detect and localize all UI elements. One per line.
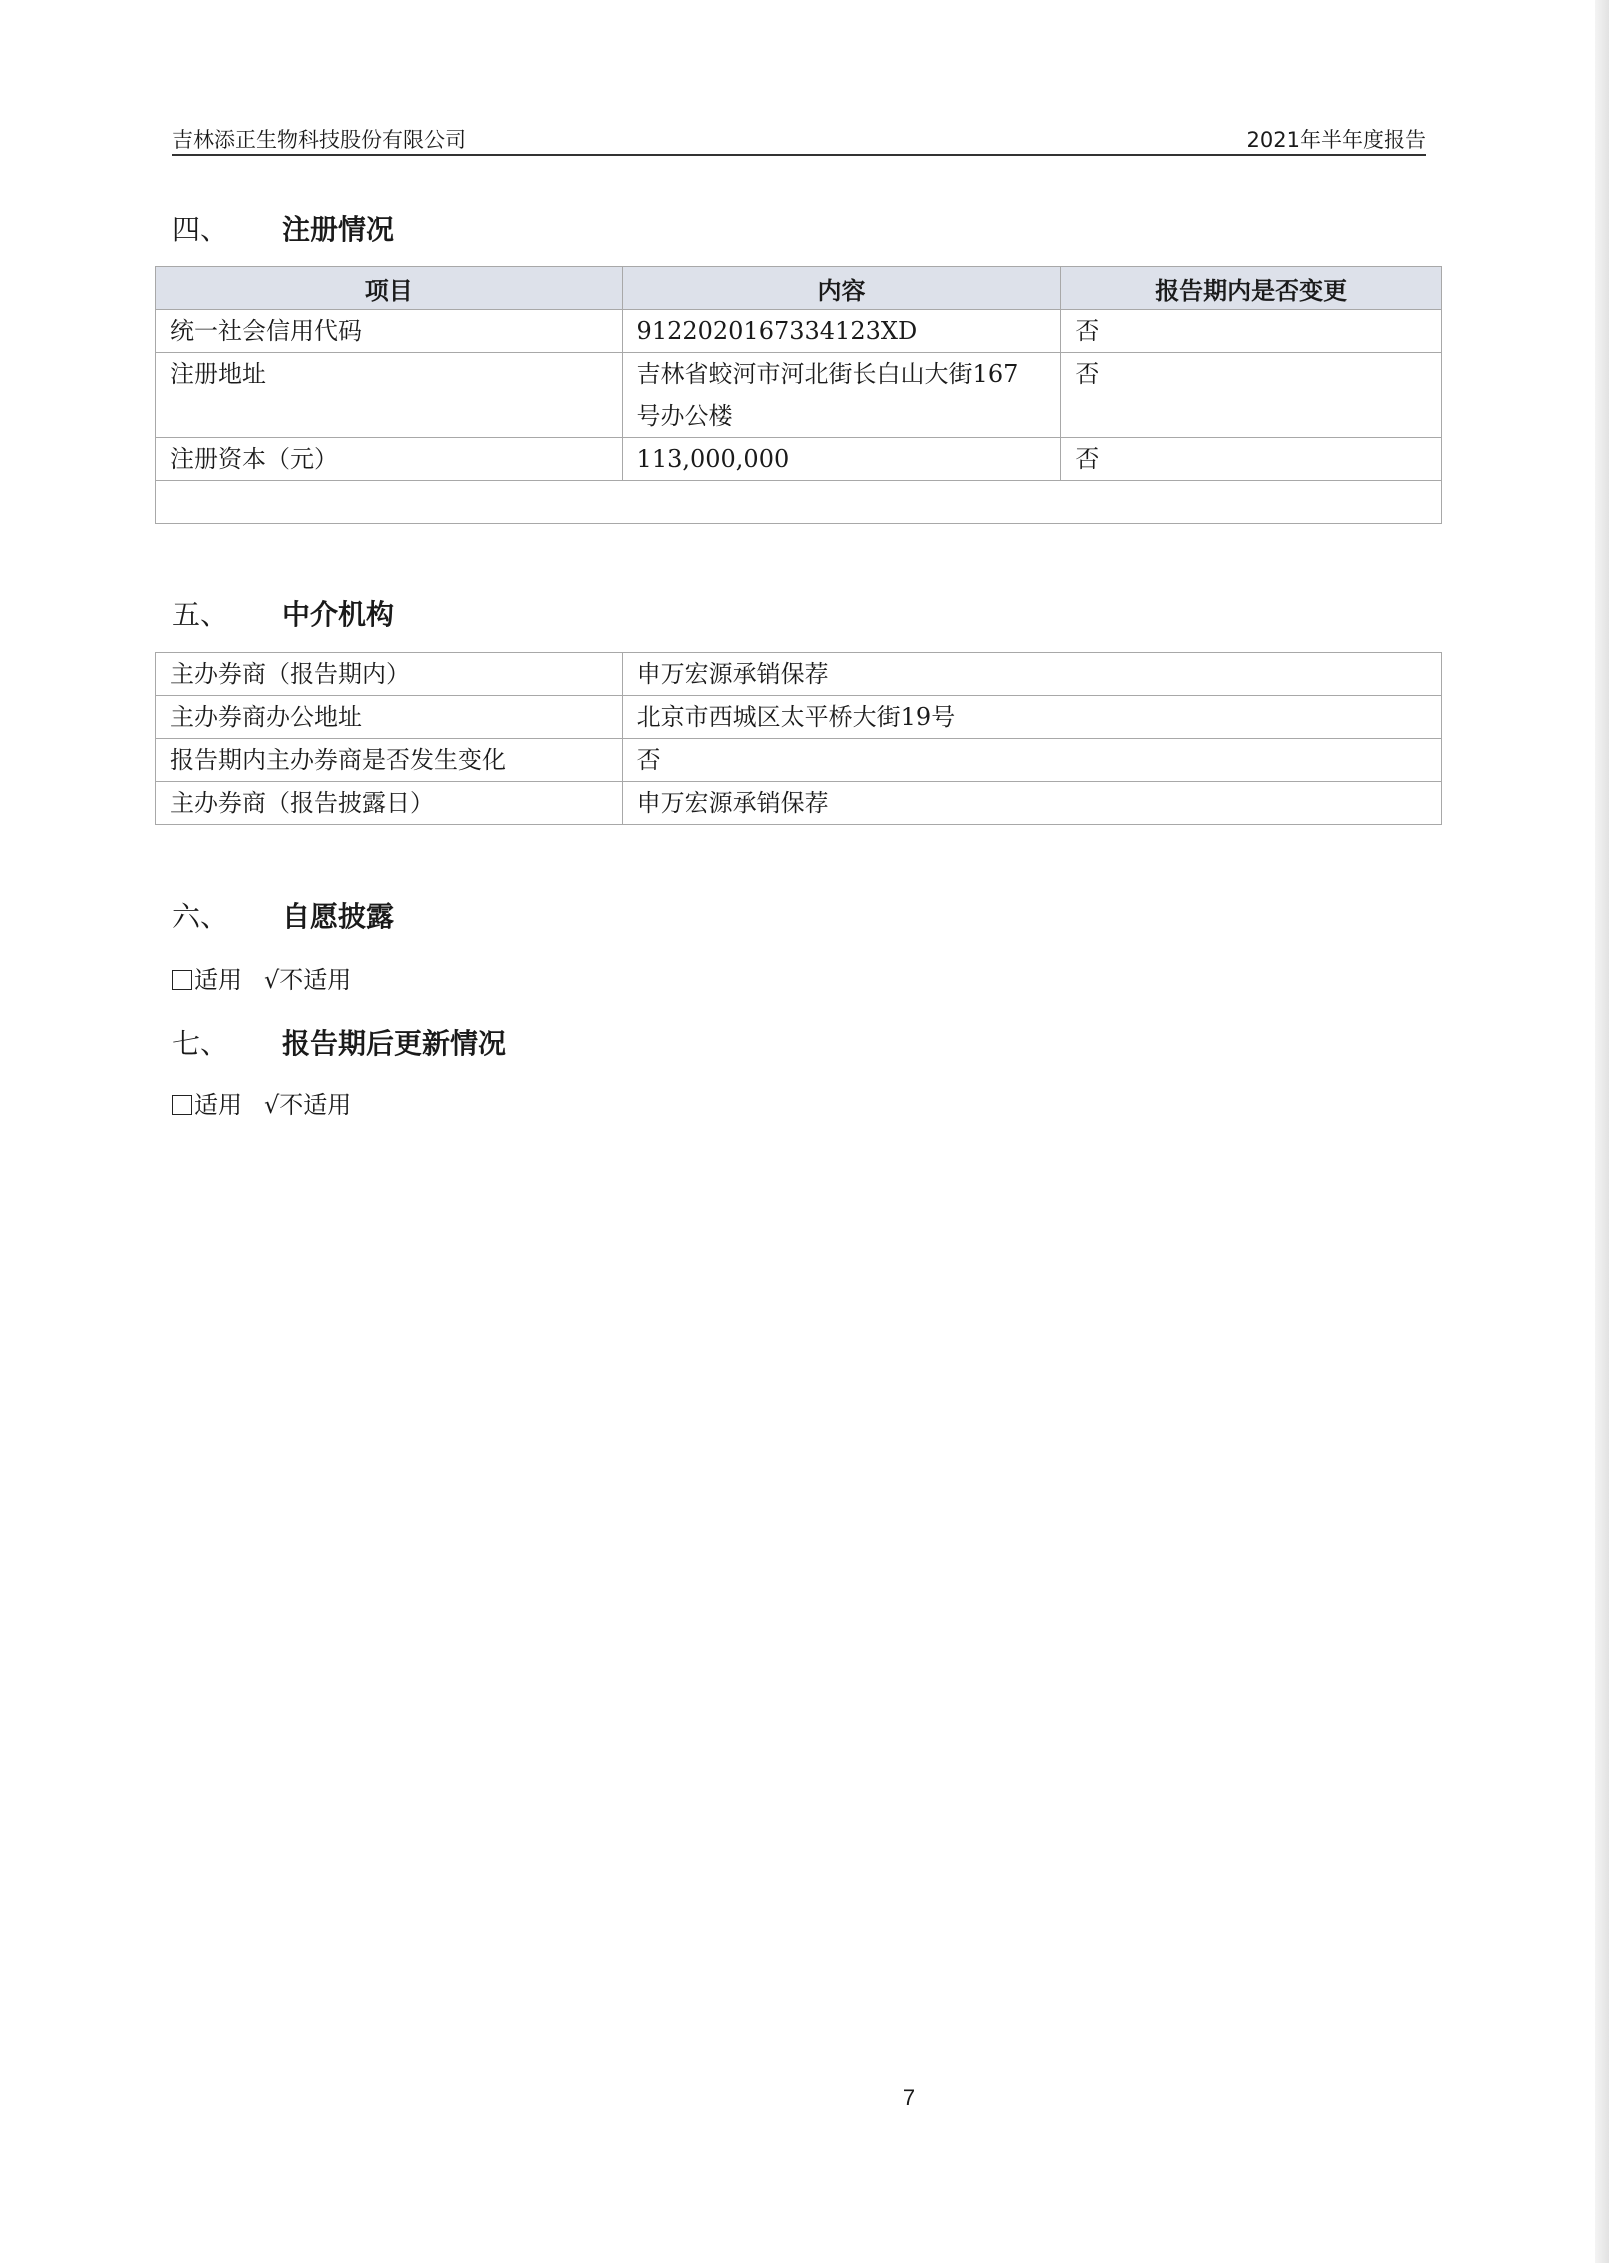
section-5-title bbox=[172, 593, 394, 633]
section-4-title bbox=[172, 208, 394, 248]
table-row bbox=[156, 739, 1442, 782]
page-edge bbox=[1595, 0, 1609, 2263]
table-row bbox=[156, 782, 1442, 825]
row-value: 否 bbox=[622, 739, 1441, 782]
section-6-number: 六、 bbox=[172, 900, 229, 933]
table-row bbox=[156, 438, 1442, 481]
row-label: 主办券商（报告披露日） bbox=[156, 782, 623, 825]
section-6-applicability bbox=[172, 960, 351, 995]
not-applicable-label: √不适用 bbox=[264, 1091, 352, 1119]
section-7-number: 七、 bbox=[172, 1027, 229, 1060]
header-company: 吉林添正生物科技股份有限公司 bbox=[172, 128, 466, 152]
section-5-number: 五、 bbox=[172, 598, 229, 631]
header-report-title: 2021年半年度报告 bbox=[1246, 128, 1426, 152]
page-number: 7 bbox=[902, 2085, 916, 2110]
row-item: 统一社会信用代码 bbox=[156, 310, 623, 353]
column-header-content: 内容 bbox=[622, 267, 1061, 310]
table-empty-row bbox=[156, 481, 1442, 524]
intermediary-table bbox=[155, 652, 1442, 825]
row-item: 注册地址 bbox=[156, 353, 623, 438]
row-changed: 否 bbox=[1061, 353, 1442, 438]
section-7-heading: 报告期后更新情况 bbox=[282, 1027, 507, 1060]
row-value: 北京市西城区太平桥大街19号 bbox=[622, 696, 1441, 739]
table-row bbox=[156, 353, 1442, 438]
unchecked-box-icon bbox=[172, 970, 192, 990]
section-4-heading: 注册情况 bbox=[282, 213, 395, 246]
row-changed: 否 bbox=[1061, 310, 1442, 353]
section-7-applicability bbox=[172, 1085, 351, 1120]
column-header-item: 项目 bbox=[156, 267, 623, 310]
row-content: 9122020167334123XD bbox=[622, 310, 1061, 353]
applicable-label: 适用 bbox=[194, 966, 242, 994]
table-row bbox=[156, 696, 1442, 739]
section-4-number: 四、 bbox=[172, 213, 229, 246]
row-label: 主办券商（报告期内） bbox=[156, 653, 623, 696]
row-item: 注册资本（元） bbox=[156, 438, 623, 481]
page-header bbox=[172, 118, 1426, 156]
row-label: 报告期内主办券商是否发生变化 bbox=[156, 739, 623, 782]
not-applicable-label: √不适用 bbox=[264, 966, 352, 994]
registration-table bbox=[155, 266, 1442, 524]
table-header-row bbox=[156, 267, 1442, 310]
section-6-heading: 自愿披露 bbox=[282, 900, 395, 933]
row-value: 申万宏源承销保荐 bbox=[622, 653, 1441, 696]
table-row bbox=[156, 310, 1442, 353]
section-6-title bbox=[172, 895, 394, 935]
row-label: 主办券商办公地址 bbox=[156, 696, 623, 739]
row-changed: 否 bbox=[1061, 438, 1442, 481]
row-value: 申万宏源承销保荐 bbox=[622, 782, 1441, 825]
unchecked-box-icon bbox=[172, 1095, 192, 1115]
empty-cell bbox=[156, 481, 1442, 524]
section-7-title bbox=[172, 1022, 506, 1062]
applicable-label: 适用 bbox=[194, 1091, 242, 1119]
section-5-heading: 中介机构 bbox=[282, 598, 395, 631]
column-header-changed: 报告期内是否变更 bbox=[1061, 267, 1442, 310]
row-content: 吉林省蛟河市河北街长白山大街167号办公楼 bbox=[622, 353, 1061, 438]
table-row bbox=[156, 653, 1442, 696]
row-content: 113,000,000 bbox=[622, 438, 1061, 481]
